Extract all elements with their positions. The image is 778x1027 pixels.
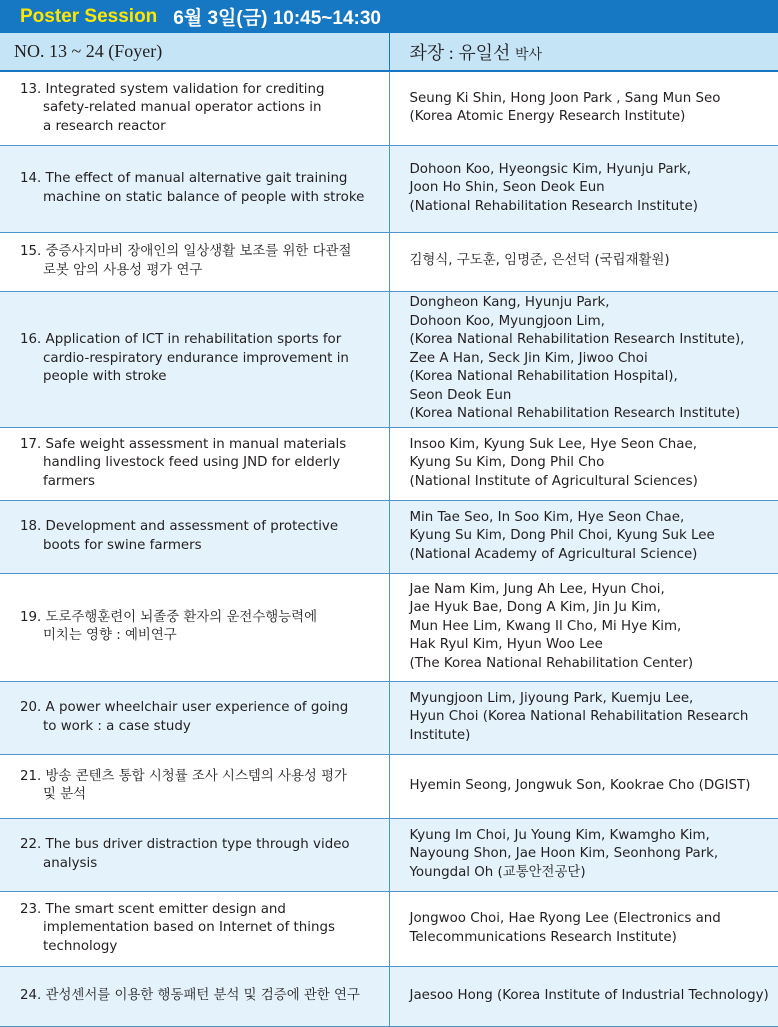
author-line: (The Korea National Rehabilitation Center) <box>409 655 694 671</box>
poster-title <box>0 71 389 145</box>
author-line: Seung Ki Shin, Hong Joon Park , Sang Mun Seo <box>409 90 721 106</box>
session-label: Poster Session <box>20 5 158 27</box>
title-line: 로봇 암의 사용성 평가 연구 <box>43 262 203 278</box>
author-line: (National Institute of Agricultural Sciences) <box>409 473 698 489</box>
author-line: Kyung Su Kim, Dong Phil Choi, Kyung Suk Lee <box>409 528 715 544</box>
title-line: a research reactor <box>43 118 166 134</box>
poster-title <box>0 754 389 818</box>
author-line: Jae Nam Kim, Jung Ah Lee, Hyun Choi, <box>409 581 665 597</box>
title-line: 미치는 영향 : 예비연구 <box>43 628 177 643</box>
author-line: Insoo Kim, Kyung Suk Lee, Hye Seon Chae, <box>409 436 697 452</box>
title-line: 24. 관성센서를 이용한 행동패턴 분석 및 검증에 관한 연구 <box>20 987 360 1003</box>
author-line: Kyung Im Choi, Ju Young Kim, Kwamgho Kim, <box>409 827 710 843</box>
table-header <box>0 33 778 71</box>
title-line: 22. The bus driver distraction type through video <box>20 837 350 852</box>
poster-title <box>0 818 389 891</box>
table-row <box>0 145 778 232</box>
title-line: 21. 방송 콘텐츠 통합 시청률 조사 시스템의 사용성 평가 <box>20 768 347 784</box>
table-row <box>0 500 778 573</box>
author-line: (Korea Atomic Energy Research Institute) <box>409 109 686 125</box>
chair-name: 좌장 : 유일선 <box>409 42 511 63</box>
author-line: Myungjoon Lim, Jiyoung Park, Kuemju Lee, <box>409 690 694 706</box>
author-line: Zee A Han, Seck Jin Kim, Jiwoo Choi <box>409 350 648 366</box>
author-line: (Korea National Rehabilitation Hospital), <box>409 369 678 385</box>
author-line: Min Tae Seo, In Soo Kim, Hye Seon Chae, <box>409 509 685 525</box>
poster-authors <box>389 291 778 427</box>
poster-title <box>0 966 389 1026</box>
author-line: Hak Ryul Kim, Hyun Woo Lee <box>409 637 603 653</box>
title-line: safety-related manual operator actions in <box>43 100 322 115</box>
author-line: Joon Ho Shin, Seon Deok Eun <box>409 180 605 196</box>
author-line: (Korea National Rehabilitation Research Institute), <box>409 332 745 348</box>
poster-title <box>0 500 389 573</box>
author-line: (National Academy of Agricultural Science) <box>409 546 698 562</box>
title-line: 20. A power wheelchair user experience of going <box>20 700 349 715</box>
table-row <box>0 291 778 427</box>
poster-authors <box>389 966 778 1026</box>
title-line: cardio-respiratory endurance improvement in <box>43 350 349 366</box>
table-row <box>0 818 778 891</box>
title-line: 및 분석 <box>43 787 87 802</box>
poster-authors <box>389 681 778 754</box>
poster-table <box>0 33 778 1027</box>
poster-title <box>0 232 389 291</box>
author-line: Mun Hee Lim, Kwang Il Cho, Mi Hye Kim, <box>409 618 682 634</box>
poster-authors <box>389 754 778 818</box>
poster-title <box>0 681 389 754</box>
title-line: machine on static balance of people with stroke <box>43 189 365 205</box>
poster-authors <box>389 818 778 891</box>
author-line: Seon Deok Eun <box>409 387 512 403</box>
title-line: 16. Application of ICT in rehabilitation sports for <box>20 332 342 348</box>
header-range: NO. 13 ~ 24 (Foyer) <box>0 33 389 71</box>
title-line: boots for swine farmers <box>43 537 202 553</box>
title-line: 18. Development and assessment of protective <box>20 519 339 534</box>
author-line: Hyun Choi (Korea National Rehabilitation Research <box>409 709 749 725</box>
title-line: people with stroke <box>43 369 167 385</box>
table-row <box>0 966 778 1026</box>
author-line: Youngdal Oh (교통안전공단) <box>409 864 586 880</box>
author-line: Nayoung Shon, Jae Hoon Kim, Seonhong Park, <box>409 846 719 862</box>
author-line: Kyung Su Kim, Dong Phil Cho <box>409 455 605 471</box>
poster-authors <box>389 891 778 966</box>
author-line: (Korea National Rehabilitation Research Institute) <box>409 406 741 422</box>
author-line: 김형식, 구도훈, 임명준, 은선덕 (국립재활원) <box>409 253 670 269</box>
title-line: 15. 중증사지마비 장애인의 일상생활 보조를 위한 다관절 <box>20 244 352 259</box>
author-line: Jaesoo Hong (Korea Institute of Industrial Technology) <box>409 987 769 1003</box>
title-line: 23. The smart scent emitter design and <box>20 901 286 917</box>
poster-authors <box>389 573 778 681</box>
author-line: Dongheon Kang, Hyunju Park, <box>409 295 610 311</box>
poster-title <box>0 145 389 232</box>
title-line: technology <box>43 938 118 954</box>
poster-authors <box>389 500 778 573</box>
title-line: to work : a case study <box>43 718 191 734</box>
poster-authors <box>389 145 778 232</box>
title-line: analysis <box>43 855 98 871</box>
poster-authors <box>389 232 778 291</box>
poster-title <box>0 291 389 427</box>
table-row <box>0 681 778 754</box>
table-row <box>0 71 778 145</box>
session-banner <box>0 0 778 33</box>
author-line: Hyemin Seong, Jongwuk Son, Kookrae Cho (DGIST) <box>409 777 751 793</box>
table-row <box>0 427 778 500</box>
table-row <box>0 754 778 818</box>
title-line: 17. Safe weight assessment in manual materials <box>20 436 347 452</box>
poster-title <box>0 427 389 500</box>
author-line: Telecommunications Research Institute) <box>409 929 677 945</box>
session-date: 6월 3일(금) 10:45~14:30 <box>173 8 381 29</box>
title-line: 19. 도로주행훈련이 뇌졸중 환자의 운전수행능력에 <box>20 609 318 625</box>
title-line: farmers <box>43 473 95 489</box>
title-line: implementation based on Internet of things <box>43 920 335 936</box>
title-line: handling livestock feed using JND for elderly <box>43 455 341 471</box>
author-line: Jae Hyuk Bae, Dong A Kim, Jin Ju Kim, <box>409 600 661 616</box>
poster-authors <box>389 71 778 145</box>
header-chair <box>389 33 778 71</box>
title-line: 14. The effect of manual alternative gait training <box>20 171 348 186</box>
poster-authors <box>389 427 778 500</box>
title-line: 13. Integrated system validation for crediting <box>20 81 325 97</box>
author-line: Jongwoo Choi, Hae Ryong Lee (Electronics and <box>409 911 721 926</box>
author-line: Institute) <box>409 727 471 743</box>
table-row <box>0 891 778 966</box>
author-line: (National Rehabilitation Research Institute) <box>409 198 698 214</box>
chair-suffix: 박사 <box>514 47 543 63</box>
author-line: Dohoon Koo, Myungjoon Lim, <box>409 313 605 329</box>
table-row <box>0 573 778 681</box>
poster-title <box>0 891 389 966</box>
table-row <box>0 232 778 291</box>
author-line: Dohoon Koo, Hyeongsic Kim, Hyunju Park, <box>409 161 692 177</box>
poster-title <box>0 573 389 681</box>
